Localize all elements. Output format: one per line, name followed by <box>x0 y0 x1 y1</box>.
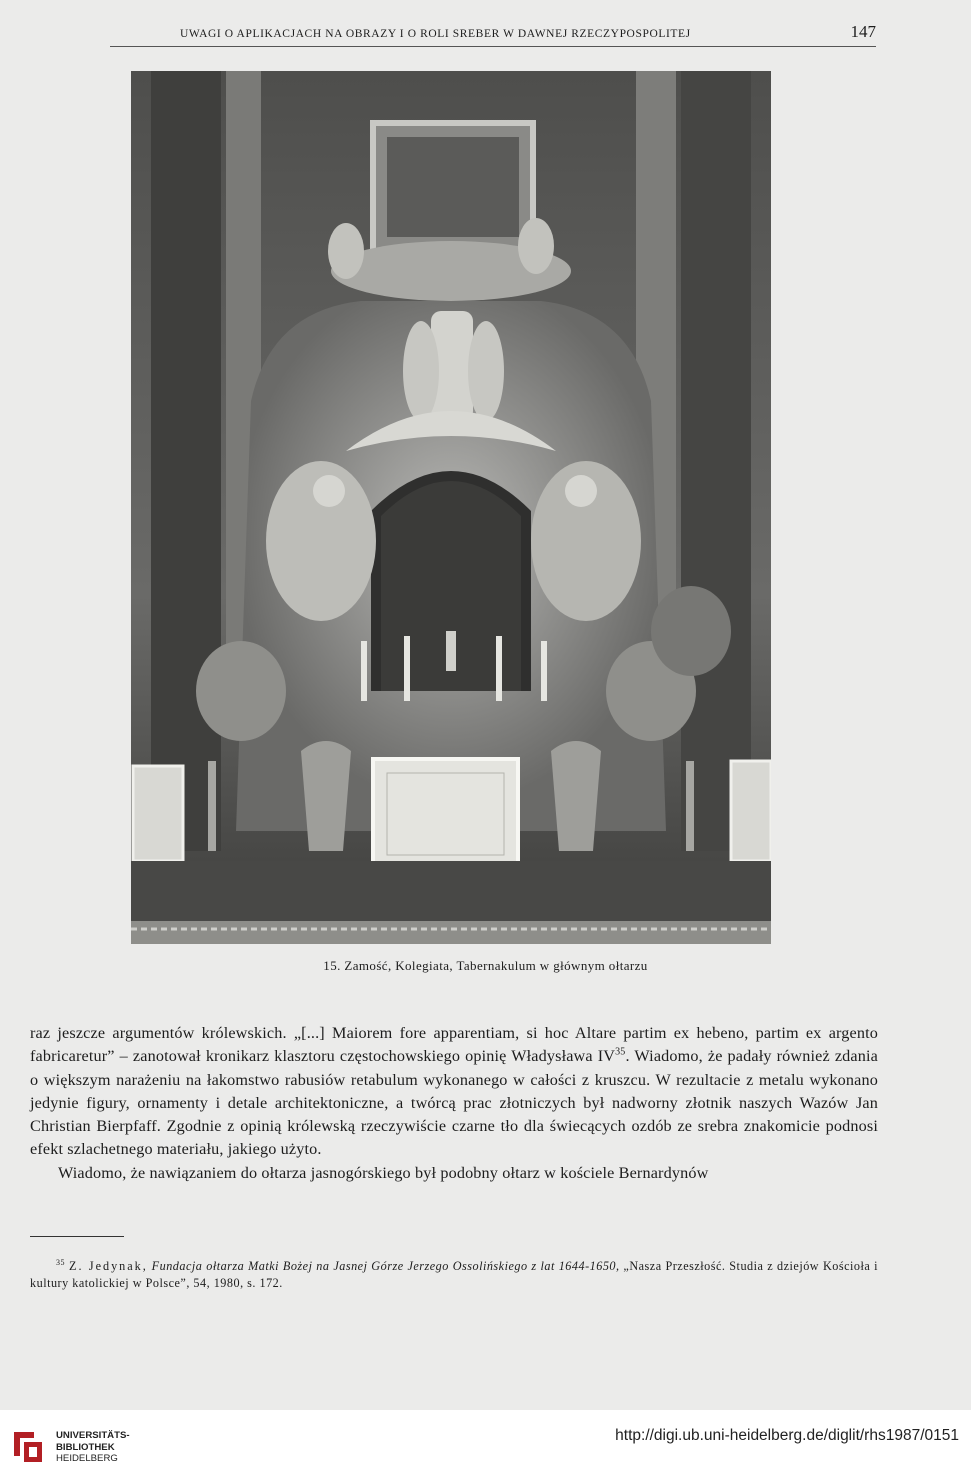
paragraph-2: Wiadomo, że nawiązaniem do ołtarza jasnogórskiego był podobny ołtarz w kościele Bernardynów <box>58 1163 709 1182</box>
footnote-citation: „Nasza Przeszłość. Studia z dziejów Kościoła i kultury katolickiej w Polsce”, 54, 1980, s. 172. <box>30 1259 878 1291</box>
footnote-author: Z. Jedynak, <box>69 1259 148 1274</box>
figure-caption: 15. Zamość, Kolegiata, Tabernakulum w głównym ołtarzu <box>323 958 648 973</box>
logo-line-3: HEIDELBERG <box>56 1453 118 1464</box>
footnote-rule <box>30 1236 124 1237</box>
footnote-title: Fundacja ołtarza Matki Bożej na Jasnej Górze Jerzego Ossolińskiego z lat 1644-1650, <box>151 1259 620 1274</box>
paragraph-1-part-a: raz jeszcze argumentów królewskich. „[...] Maiorem fore apparentiam, si hoc Altare partim ex hebeno, partim ex argento fabricaretur” – zanotował kronikarz klasztoru częstochowskiego opinię Władysława IV <box>30 1024 878 1066</box>
paragraph-1 <box>30 1022 878 1162</box>
running-head <box>110 22 876 42</box>
footnote <box>30 1254 878 1292</box>
footnote-reference: 35 <box>615 1046 626 1058</box>
running-head-title: UWAGI O APLIKACJACH NA OBRAZY I O ROLI SREBER W DAWNEJ RZECZYPOSPOLITEJ <box>180 28 691 40</box>
logo-line-1: UNIVERSITÄTS- <box>56 1430 130 1441</box>
footnote-number: 35 <box>56 1258 65 1267</box>
library-footer <box>0 1410 971 1483</box>
altar-photo-illustration <box>131 71 771 944</box>
library-logo-icon <box>12 1430 44 1464</box>
permalink-url[interactable]: http://digi.ub.uni-heidelberg.de/diglit/rhs1987/0151 <box>615 1427 959 1444</box>
logo-line-2: BIBLIOTHEK <box>56 1441 115 1453</box>
body-text <box>30 1022 878 1185</box>
page-number: 147 <box>850 22 876 41</box>
header-rule <box>110 46 876 47</box>
library-logo-text <box>56 1430 130 1465</box>
altar-photograph <box>131 71 771 944</box>
library-logo[interactable] <box>12 1422 162 1472</box>
paragraph-1-part-b: . Wiadomo, że padały również zdania o większym narażeniu na łakomstwo rabusiów retabulum wykonanego w całości z kruszcu. W rezultacie z metalu wykonano jedynie figury, ornamenty i detale architektoniczne, a twórcą prac złotniczych był nadworny złotnik naszych Wazów Jan Christian Bierpfaff. Zgodnie z opinią królewską rzeczywiście czarne tło dla świecących ozdób ze srebra znakomicie podnosi efekt szlachetnego materiału, jakiego użyto. <box>30 1047 878 1159</box>
